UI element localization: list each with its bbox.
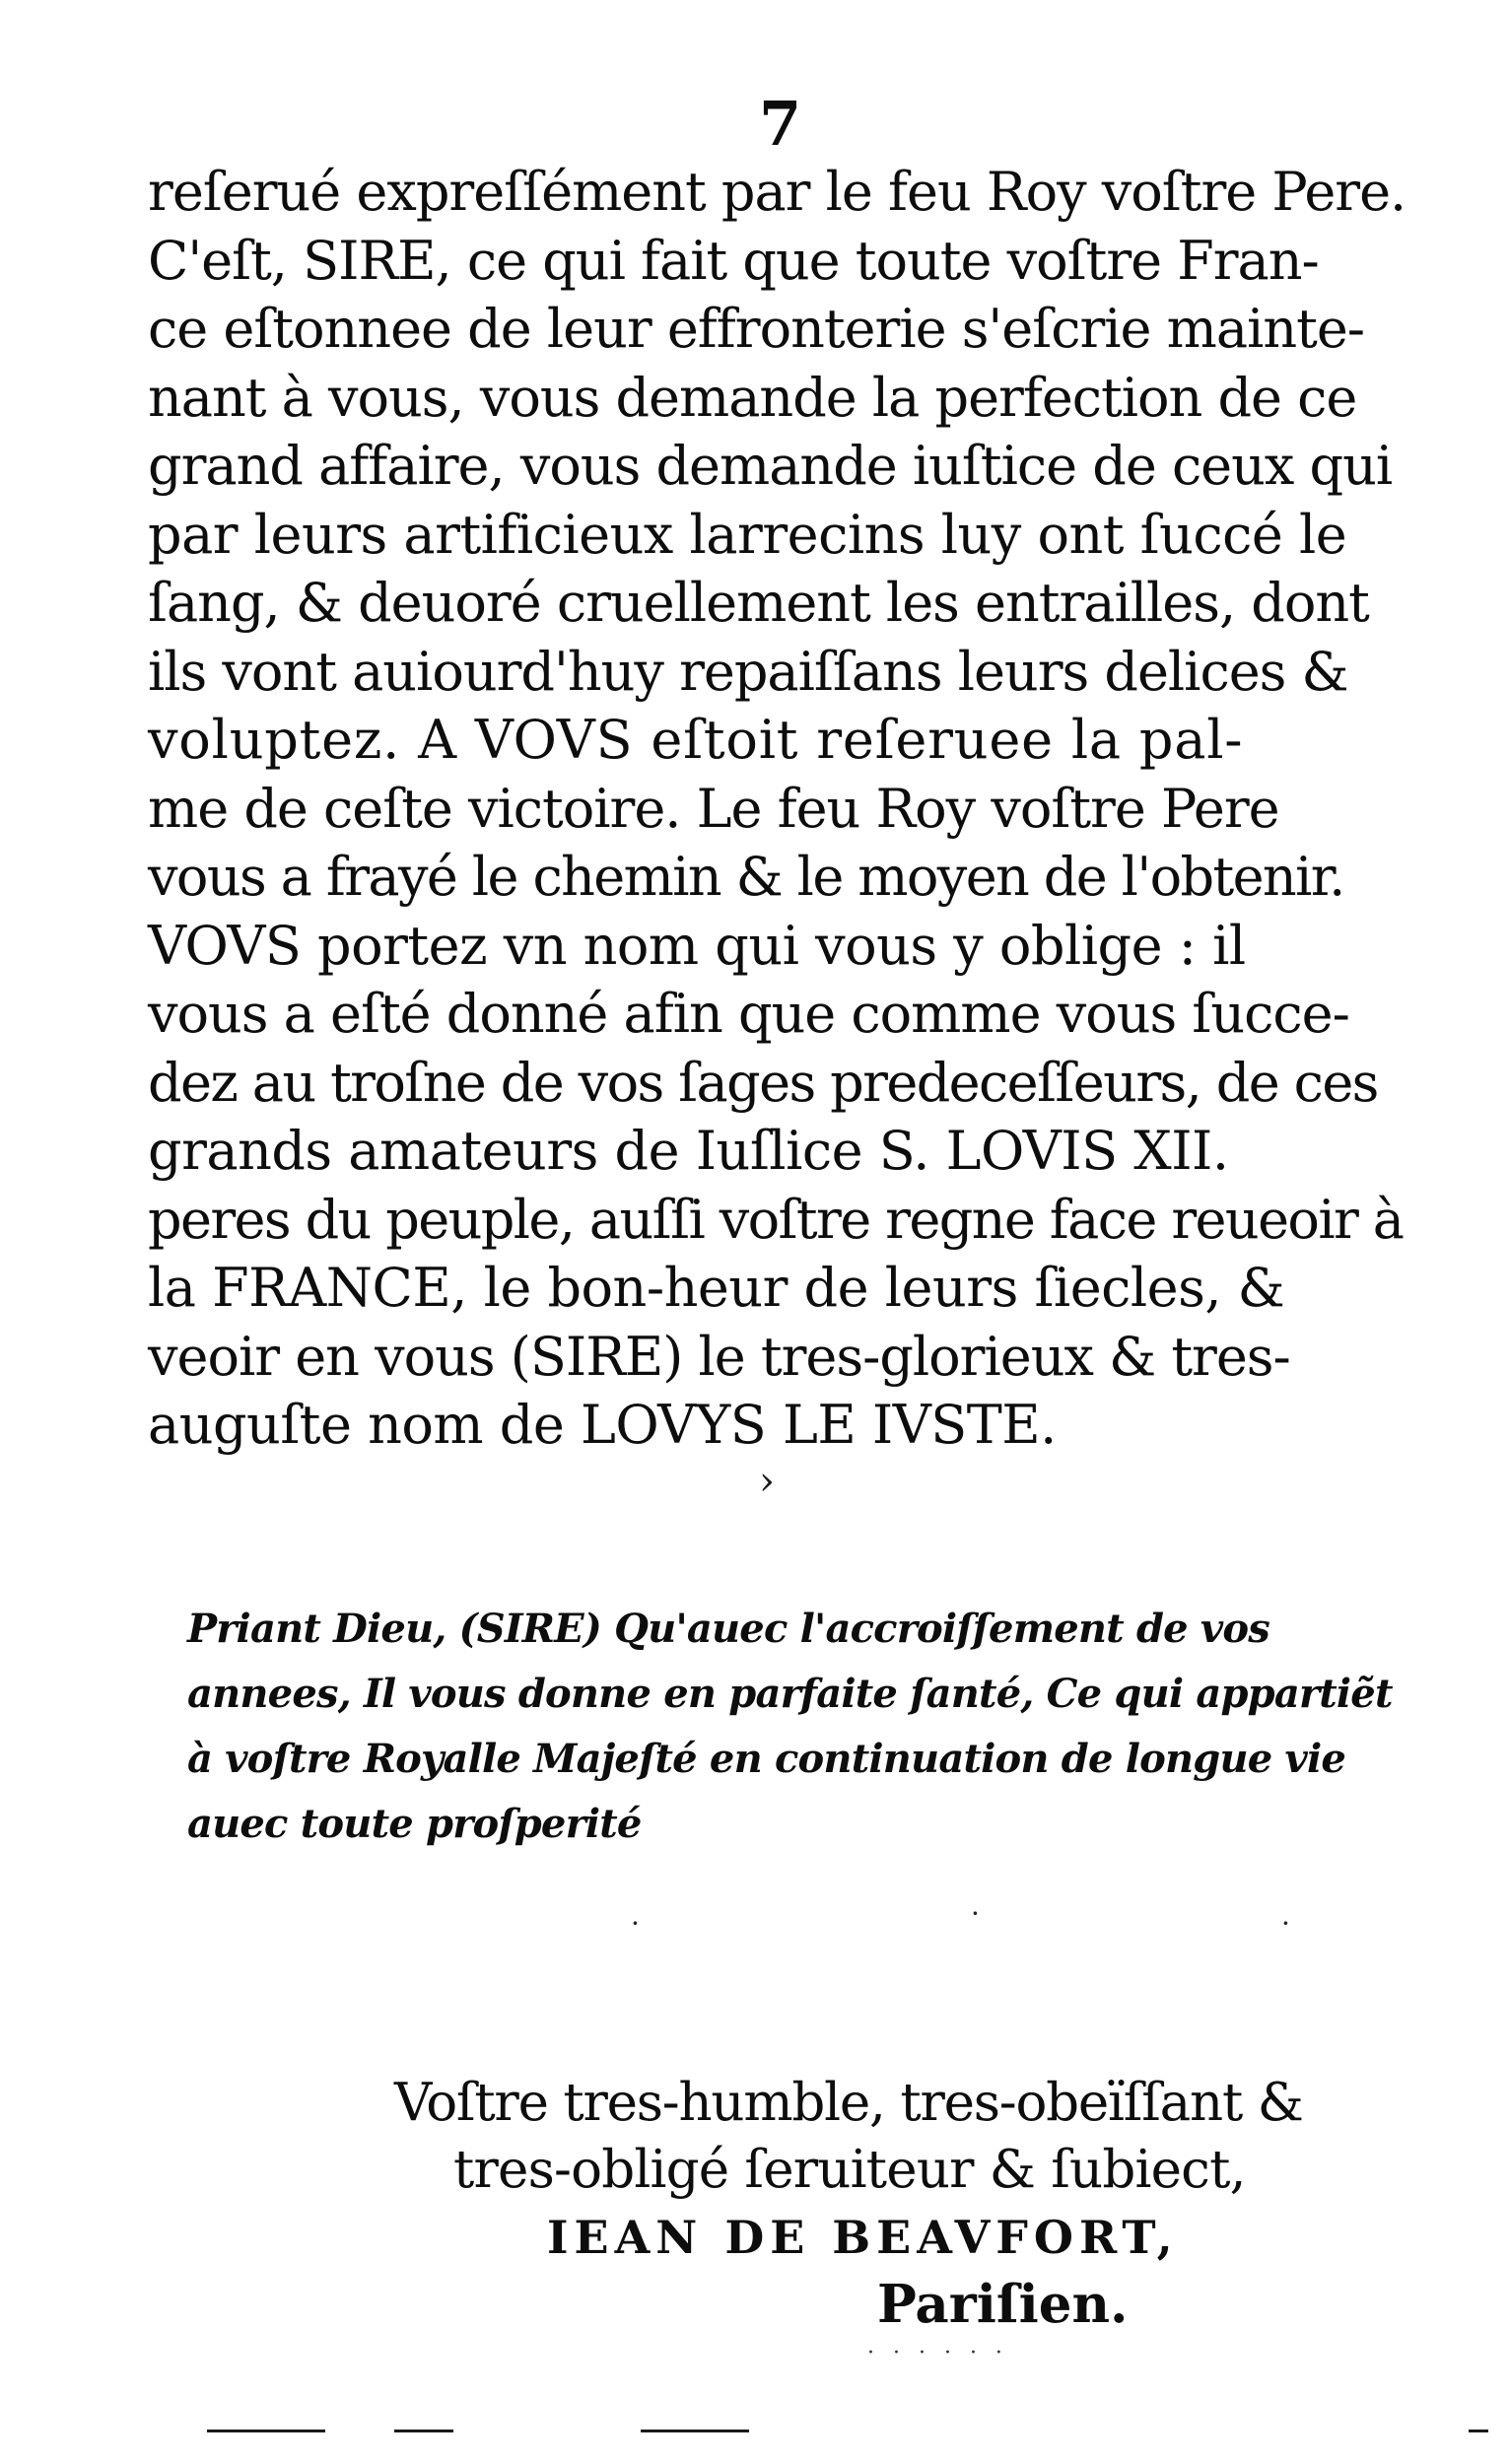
body-line: nant à vous, vous demande la perfection de ce	[148, 366, 1357, 429]
bottom-rule	[641, 2430, 749, 2432]
bottom-rule	[207, 2430, 325, 2432]
closing-line: Voſtre tres-humble, tres-obeïſſant &	[394, 2073, 1303, 2133]
ink-dots: · · · · · ·	[867, 2341, 1008, 2365]
ink-speck: ·	[631, 1907, 640, 1940]
body-line: par leurs artificieux larrecins luy ont ſuccé le	[148, 503, 1347, 566]
body-line: me de ceſte victoire. Le feu Roy voſtre Pere	[148, 777, 1279, 840]
body-line: C'eſt, SIRE, ce qui fait que toute voſtre Fran-	[148, 229, 1319, 292]
body-line: ils vont auiourd'huy repaiſſans leurs delices &	[148, 640, 1348, 703]
body-line: reſerué expreſſément par le feu Roy voſtre Pere.	[148, 161, 1406, 223]
prayer-line: auec toute proſperité	[187, 1801, 642, 1847]
body-line: vous a frayé le chemin & le moyen de l'obtenir.	[148, 846, 1344, 908]
ink-speck: ·	[971, 1897, 980, 1930]
body-line: grands amateurs de Iuſlice S. LOVIS XII.	[148, 1120, 1229, 1182]
body-line: voluptez. A VOVS eſtoit reſeruee la pal-	[148, 709, 1244, 771]
prayer-paragraph	[187, 1597, 1393, 1857]
body-line: vous a eſté donné afin que comme vous ſucce-	[148, 983, 1349, 1045]
body-line: VOVS portez vn nom qui vous y oblige : il	[148, 914, 1246, 977]
bottom-rule	[1469, 2430, 1488, 2432]
body-line: veoir en vous (SIRE) le tres-glorieux & tres-	[148, 1325, 1290, 1388]
body-text	[148, 158, 1406, 1460]
body-line: dez au troſne de vos ſages predeceſſeurs, de ces	[148, 1051, 1378, 1114]
body-line: auguſte nom de LOVYS LE IVSTE.	[148, 1394, 1057, 1456]
closing-signature	[394, 2070, 1380, 2338]
body-line: grand affaire, vous demande iuſtice de ceux qui	[148, 435, 1393, 497]
page-number: 7	[759, 88, 802, 160]
prayer-line: Priant Dieu, (SIRE) Qu'auec l'accroiſſement de vos	[187, 1606, 1269, 1652]
author-name: IEAN DE BEAVFORT,	[547, 2211, 1179, 2264]
prayer-line: à voſtre Royalle Majeſté en continuation de longue vie	[187, 1736, 1346, 1782]
ink-speck: ·	[1281, 1907, 1290, 1940]
body-line: ſang, & deuoré cruellement les entrailles, dont	[148, 572, 1369, 634]
body-line: peres du peuple, auſſi voſtre regne face reueoir à	[148, 1188, 1404, 1251]
closing-line: tres-obligé ſeruiteur & ſubiect,	[453, 2140, 1246, 2200]
bottom-rule	[394, 2430, 453, 2432]
body-line: la FRANCE, le bon-heur de leurs ſiecles, &	[148, 1257, 1285, 1319]
prayer-line: annees, Il vous donne en parfaite ſanté, Ce qui appartiẽt	[187, 1671, 1393, 1717]
ornament-mark: ›	[759, 1459, 775, 1504]
body-line: ce eſtonnee de leur effronterie s'eſcrie mainte-	[148, 298, 1365, 360]
author-origin: Pariſien.	[877, 2274, 1129, 2335]
